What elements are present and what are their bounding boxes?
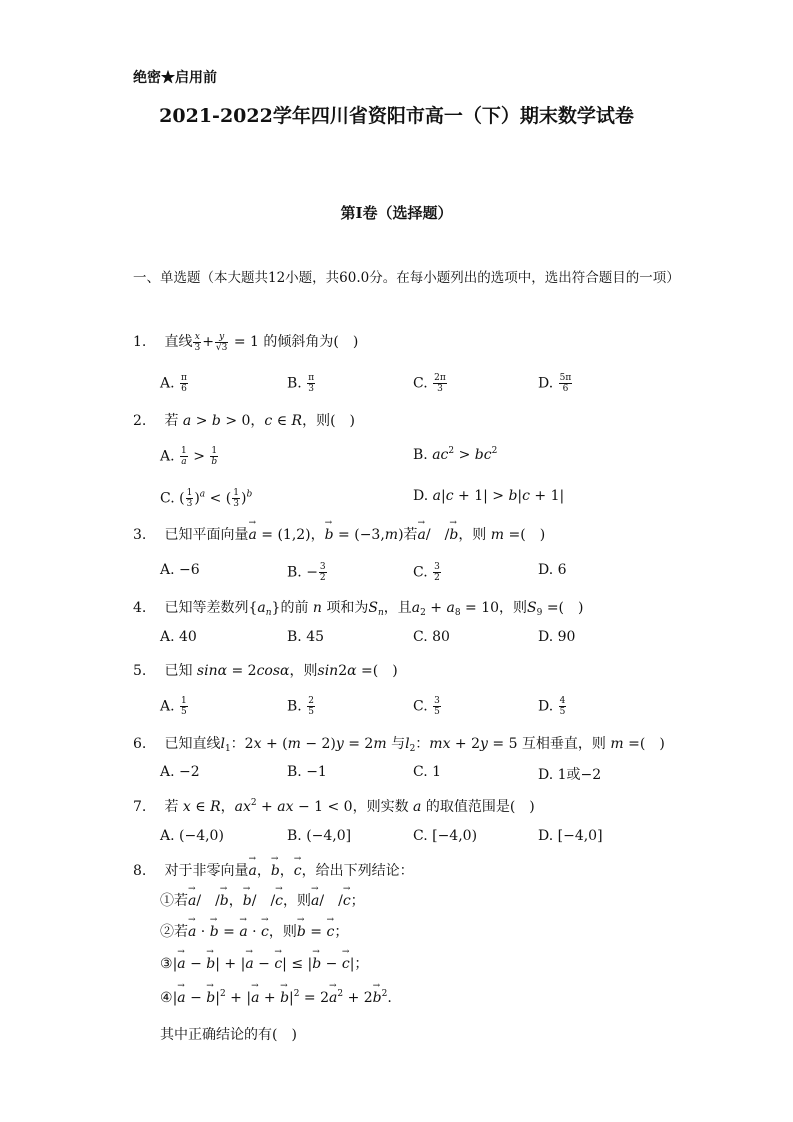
option-d: D. 6 <box>538 562 567 578</box>
question-stem: 已知直线$l_1$：2x + (m − 2)y = 2m 与$l_2$：mx + 2y = 5 互相垂直，则 m =( ) <box>164 736 665 754</box>
option-b: B. $ac^2 > bc^2$ <box>413 446 498 463</box>
question-number: 5. <box>133 663 147 679</box>
option-a: A. $\frac{1}{5}$ <box>160 696 187 717</box>
question-stem: 已知 sinα = 2cosα，则sin2α =( ) <box>164 663 398 679</box>
option-b: B. 45 <box>287 629 325 645</box>
question-number: 8. <box>133 863 147 879</box>
option-a: A. 40 <box>160 629 197 645</box>
option-a: A. $\frac{1}{a}$ > $\frac{1}{b}$ <box>160 446 218 467</box>
statement-2: ②若→ a · → b = → a · → c，则→ b = → c； <box>160 921 348 941</box>
question-number: 6. <box>133 736 147 752</box>
option-d: D. $\frac{4}{5}$ <box>538 696 566 717</box>
question-8 <box>133 860 414 880</box>
question-number: 2. <box>133 413 147 429</box>
option-c: C. ( $\frac{1}{3}$ )$^a$ < ( $\frac{1}{3}$ )$^b$ <box>160 488 253 509</box>
question-stem: 对于非零向量→ a，→ b，→ c，给出下列结论： <box>164 863 413 879</box>
option-d: D. 1或−2 <box>538 767 602 783</box>
section-instruction: 一、单选题（本大题共12小题，共60.0分。在每小题列出的选项中，选出符合题目的一项） <box>133 270 680 286</box>
question-stem: 直线 $\frac{x}{3}$ + $\frac{y}{√3}$ = 1 的倾斜角为( ) <box>164 331 359 353</box>
question-7 <box>133 796 535 816</box>
option-b: B. $\frac{\pi}{3}$ <box>287 373 315 394</box>
option-d: D. [−4,0] <box>538 828 603 844</box>
option-b: B. − $\frac{3}{2}$ <box>287 562 326 583</box>
option-d: D. 90 <box>538 629 576 645</box>
question-number: 7. <box>133 799 147 815</box>
question-stem: 已知平面向量→ a = (1,2)，→ b = (−3,m)若→ a/ /→ b，则 m =( ) <box>164 527 545 543</box>
statement-4: ④|→ a − → $b|^2$ + |→ a + → $b|^2 = 2\to a^2 + 2\to b^2$. <box>160 989 392 1006</box>
question-stem: 已知等差数列$\{a_n\}$的前 n 项和为$S_n$，且$a_2 + a_8 = 10$，则$S_9$ =( ) <box>164 600 584 618</box>
confidential-label: 绝密★启用前 <box>133 70 217 86</box>
exam-title: 2021-2022学年四川省资阳市高一（下）期末数学试卷 <box>159 105 634 127</box>
question-1 <box>133 331 358 353</box>
option-c: C. $\frac{2\pi}{3}$ <box>413 373 446 394</box>
option-a: A. $\frac{\pi}{6}$ <box>160 373 187 394</box>
question-2 <box>133 410 355 430</box>
question-closing: 其中正确结论的有( ) <box>160 1027 297 1043</box>
option-a: A. (−4,0) <box>160 828 224 844</box>
option-d: D. $\frac{5\pi}{6}$ <box>538 373 572 394</box>
question-6 <box>133 733 665 754</box>
question-5 <box>133 660 398 680</box>
statement-1: ①若→ a/ /→ b，→ b/ /→ c，则→ a/ /→ c； <box>160 890 365 910</box>
question-3 <box>133 524 545 544</box>
section-title: 第I卷（选择题） <box>340 204 453 222</box>
option-a: A. −2 <box>160 764 200 780</box>
statement-3: ③|→ a − → b| + |→ a − → c| ≤ |→ b − → c|； <box>160 953 368 973</box>
option-c: C. $\frac{3}{2}$ <box>413 562 440 583</box>
question-number: 1. <box>133 334 147 350</box>
option-c: C. [−4,0) <box>413 828 478 844</box>
question-number: 3. <box>133 527 147 543</box>
option-d: D. a|c + 1| > b|c + 1| <box>413 488 565 504</box>
question-stem: 若 a > b > 0，c ∈ R，则( ) <box>164 413 356 429</box>
option-c: C. 80 <box>413 629 450 645</box>
option-b: B. $\frac{2}{5}$ <box>287 696 314 717</box>
option-c: C. $\frac{3}{5}$ <box>413 696 440 717</box>
option-c: C. 1 <box>413 764 442 780</box>
option-b: B. (−4,0] <box>287 828 352 844</box>
option-a: A. −6 <box>160 562 200 578</box>
question-4 <box>133 597 583 618</box>
question-number: 4. <box>133 600 147 616</box>
question-stem: 若 x ∈ R，$ax^2$ + ax − 1 < 0，则实数 a 的取值范围是( ) <box>164 798 535 815</box>
option-b: B. −1 <box>287 764 327 780</box>
